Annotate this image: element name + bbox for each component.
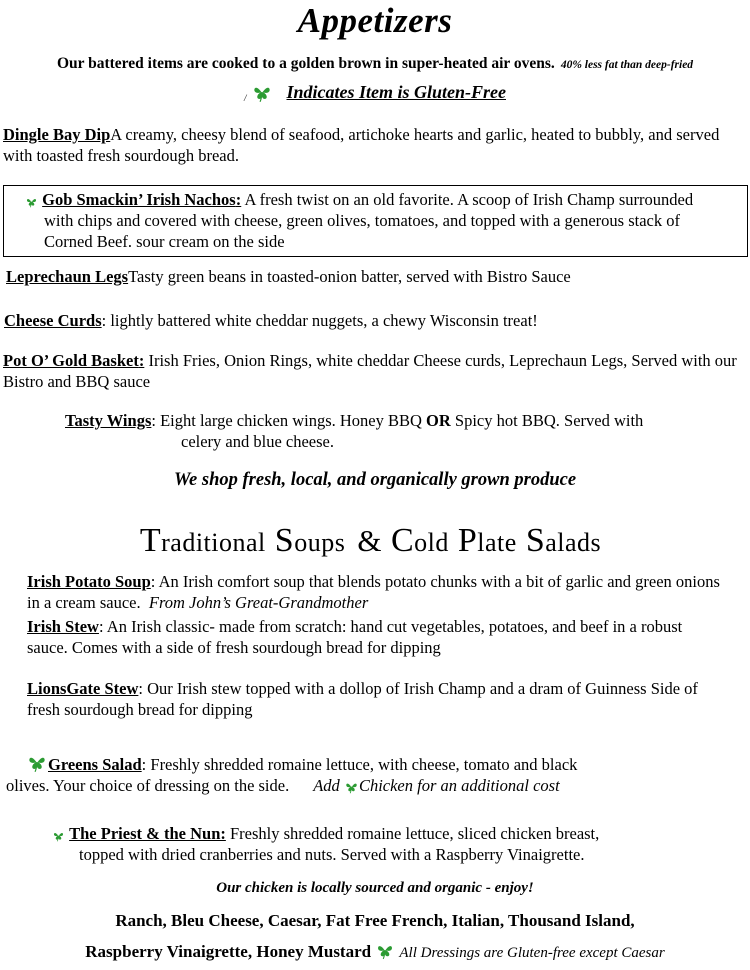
dressings-gluten-free-note: All Dressings are Gluten-free except Caesar [399, 944, 665, 961]
item-description-line-2: with chips and covered with cheese, green olives, tomatoes, and topped with a generous stack of [44, 211, 680, 230]
heading-word-rest: old [414, 528, 449, 557]
dressings-list-line-1: Ranch, Bleu Cheese, Caesar, Fat Free French, Italian, Thousand Island, [115, 911, 635, 930]
item-description-line-1: A fresh twist on an old favorite. A scoop of Irish Champ surrounded [244, 190, 694, 209]
menu-item-irish-potato-soup [27, 571, 727, 613]
heading-word-rest: alads [545, 528, 602, 557]
item-description: An Irish comfort soup that blends potato chunks with a bit of garlic and green onions in a cream sauce. [27, 572, 720, 612]
add-chicken-note: Chicken for an additional cost [358, 776, 560, 796]
item-description-part-2: Spicy hot BBQ. Served with [450, 411, 644, 430]
boxed-item-body [25, 189, 745, 252]
shamrock-icon [52, 829, 65, 842]
menu-item-cheese-curds [4, 310, 744, 331]
heading-word [390, 522, 458, 559]
shamrock-icon [25, 195, 38, 208]
menu-item-dingle-bay-dip [3, 124, 738, 166]
item-description: An Irish classic- made from scratch: hand cut vegetables, potatoes, and beef in a robust sauce. Comes with a side of fresh sourdough bread for dipping [27, 617, 683, 657]
item-description-line-2: olives. Your choice of dressing on the side. [6, 776, 290, 796]
menu-item-irish-stew [27, 616, 727, 658]
item-name-text: Pot O’ Gold Basket [3, 351, 139, 370]
menu-item-gob-smackin-irish-nachos [3, 185, 748, 257]
item-name: Irish Stew [27, 617, 99, 636]
item-name-separator: : [138, 679, 143, 698]
item-description-line-1: Freshly shredded romaine lettuce, sliced chicken breast, [225, 824, 600, 843]
heading-initial-cap: T [139, 522, 162, 559]
battered-items-text: Our battered items are cooked to a golden brown in super-heated air ovens. [56, 55, 555, 72]
menu-item-pot-o-gold-basket [3, 350, 743, 392]
item-description: A creamy, cheesy blend of seafood, artichoke hearts and garlic, heated to bubbly, and served with toasted fresh sourdough bread. [3, 125, 720, 165]
item-description-line-2: celery and blue cheese. [181, 432, 334, 451]
page-title: Appetizers [297, 1, 453, 40]
heading-initial-cap: C [390, 522, 415, 559]
item-description-line-2-wrapper [6, 775, 726, 796]
menu-item-tasty-wings [65, 410, 725, 452]
heading-ampersand: & [357, 523, 382, 558]
shamrock-icon [26, 751, 48, 773]
menu-item-lionsgate-stew [27, 678, 727, 720]
heading-initial-cap: P [457, 522, 478, 559]
item-description-emphasis: OR [426, 411, 451, 430]
heading-word-rest: late [477, 528, 517, 557]
item-name: Tasty Wings [65, 411, 152, 430]
item-description-line-1: Freshly shredded romaine lettuce, with cheese, tomato and black [146, 755, 578, 775]
item-name-separator: : [150, 572, 156, 591]
item-name-separator: : [151, 411, 156, 430]
item-description-part-1: Eight large chicken wings. Honey BBQ [155, 411, 427, 430]
dressings-list-line-2 [0, 940, 750, 964]
section-heading-soups-salads [0, 524, 750, 560]
item-name: Leprechaun Legs [6, 267, 129, 286]
shamrock-icon [375, 940, 395, 960]
heading-initial-cap: S [525, 522, 546, 559]
heading-word-rest: oups [294, 528, 346, 557]
menu-item-greens-salad [6, 751, 726, 796]
produce-tagline: We shop fresh, local, and organically grown produce [173, 470, 577, 490]
heading-word [274, 522, 355, 559]
item-description-line-3: Corned Beef. sour cream on the side [44, 232, 285, 251]
add-chicken-label: Add [313, 776, 340, 796]
item-name-separator: : [101, 311, 107, 330]
item-name: Dingle Bay Dip [3, 125, 111, 144]
item-name-text: Gob Smackin’ Irish Nachos [42, 190, 236, 209]
chicken-sourcing-note: Our chicken is locally sourced and organic - enjoy! [216, 880, 534, 896]
heading-word [525, 522, 610, 559]
item-name: The Priest & the Nun: [69, 824, 226, 843]
item-name: Greens Salad [48, 755, 142, 775]
gluten-free-legend [0, 75, 750, 109]
item-name [3, 351, 144, 370]
heading-word-rest: raditional [161, 528, 266, 557]
menu-item-the-priest-and-the-nun [52, 823, 742, 865]
item-name: LionsGate Stew [27, 679, 139, 698]
item-name: Irish Potato Soup [27, 572, 151, 591]
item-name [42, 190, 241, 209]
shamrock-icon [344, 779, 359, 794]
item-name-separator: : [138, 351, 145, 370]
item-italic-note: From John’s Great-Grandmother [148, 593, 369, 612]
less-fat-note: 40% less fat than deep-fried [560, 59, 694, 71]
heading-word [139, 522, 275, 559]
menu-item-leprechaun-legs [6, 266, 746, 287]
item-name-separator: : [98, 617, 104, 636]
item-description: Our Irish stew topped with a dollop of Irish Champ and a dram of Guinness Side of fresh sourdough bread for dipping [27, 679, 698, 719]
heading-word [457, 522, 526, 559]
gluten-free-legend-text: Indicates Item is Gluten-Free [286, 82, 506, 103]
item-description: Tasty green beans in toasted-onion batter, served with Bistro Sauce [128, 267, 571, 286]
item-description: lightly battered white cheddar nuggets, a chewy Wisconsin treat! [106, 311, 538, 330]
item-description: Irish Fries, Onion Rings, white cheddar Cheese curds, Leprechaun Legs, Served with our Bistro and BBQ sauce [3, 351, 737, 391]
heading-initial-cap: S [274, 522, 295, 559]
item-name-separator: : [235, 190, 242, 209]
dressings-list-line-2-text: Raspberry Vinaigrette, Honey Mustard [85, 941, 372, 961]
item-name: Cheese Curds [4, 311, 102, 330]
battered-items-note [0, 41, 750, 75]
item-description-line-2: topped with dried cranberries and nuts. Served with a Raspberry Vinaigrette. [79, 845, 585, 864]
item-name-separator: : [141, 755, 147, 775]
shamrock-icon [251, 81, 273, 103]
legend-slash-mark: / [243, 93, 247, 104]
